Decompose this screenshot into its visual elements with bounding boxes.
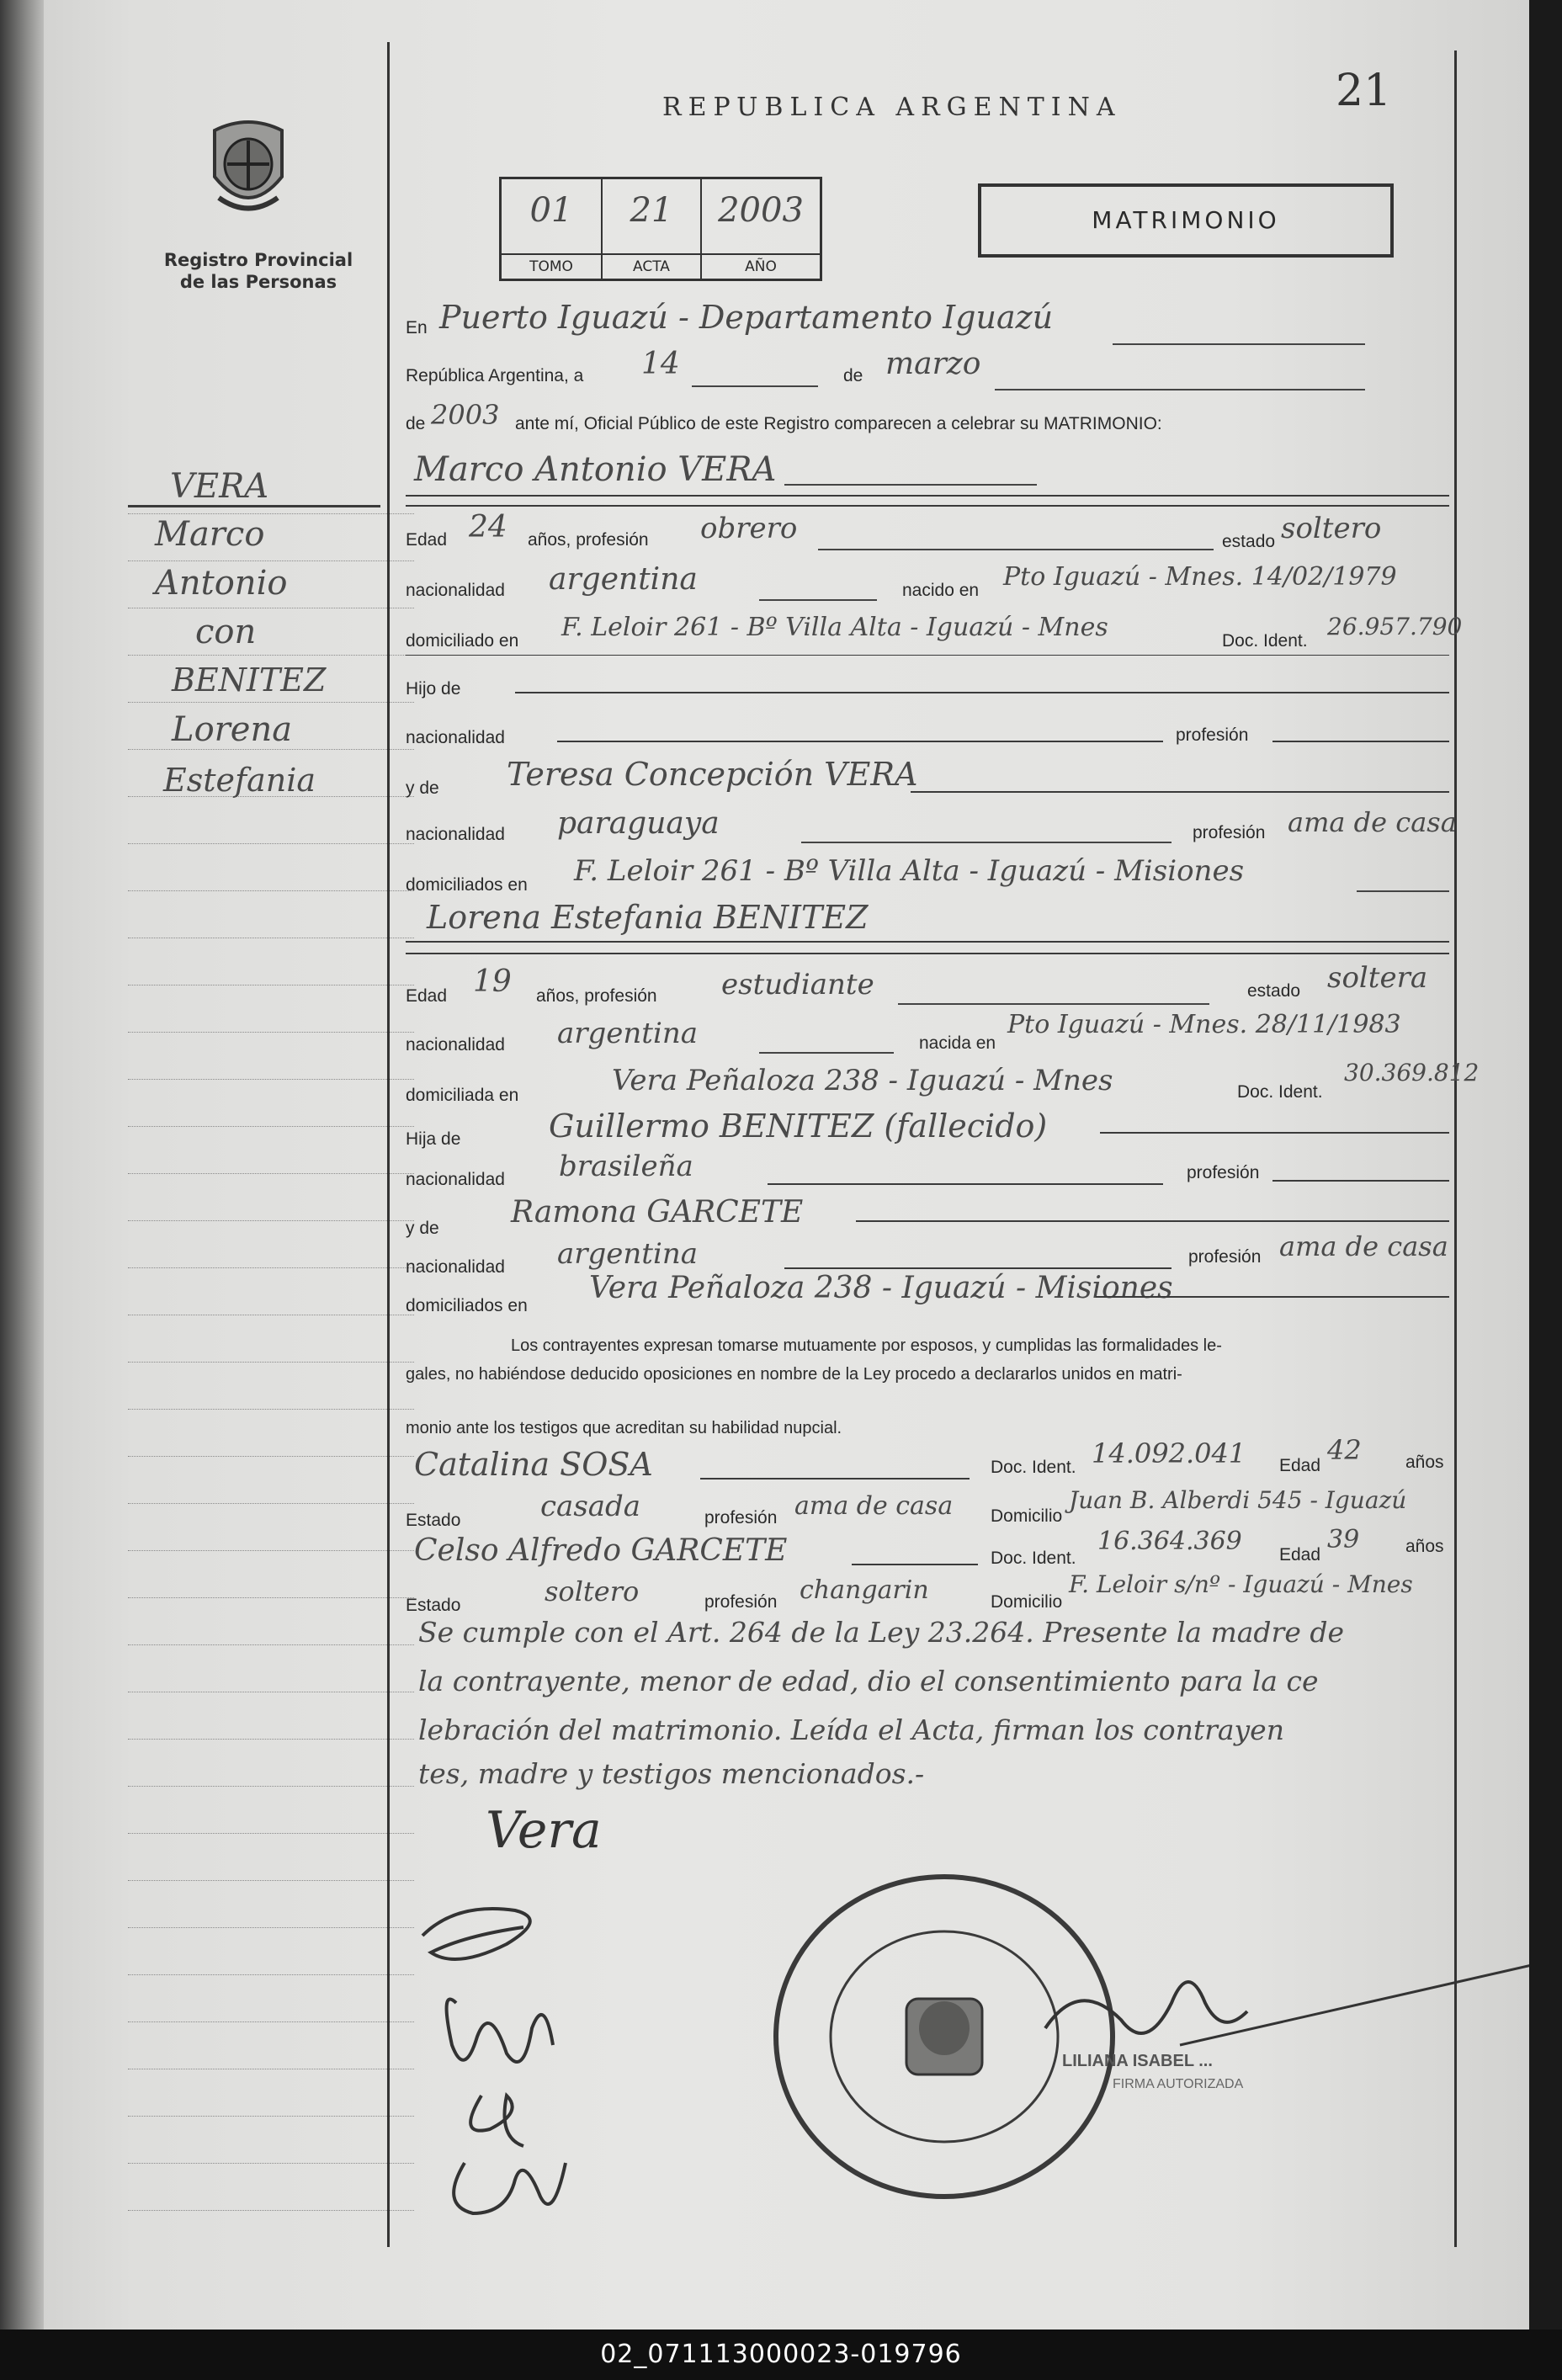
margin-ruled-line bbox=[128, 1927, 414, 1928]
notes-line-2: la contrayente, menor de edad, dio el consentimiento para la ce bbox=[418, 1665, 1319, 1697]
provincial-emblem-icon bbox=[202, 114, 295, 223]
witness2-anios-label: años bbox=[1405, 1537, 1444, 1556]
groom-parents-dom: F. Leloir 261 - Bº Villa Alta - Iguazú - Misiones bbox=[574, 854, 1245, 888]
tomo-cell bbox=[502, 179, 603, 279]
bride-parents-dom: Vera Peñaloza 238 - Iguazú - Misiones bbox=[589, 1271, 1173, 1305]
signature-vera: Vera bbox=[486, 1801, 602, 1860]
anio-cell bbox=[702, 179, 820, 279]
witness2-estado-label: Estado bbox=[406, 1596, 461, 1615]
bride-born-label: nacida en bbox=[919, 1033, 996, 1053]
bride-nat-label: nacionalidad bbox=[406, 1035, 505, 1055]
margin-ruled-line bbox=[128, 1644, 414, 1645]
republic-label: República Argentina, a bbox=[406, 366, 584, 385]
bride-age: 19 bbox=[473, 964, 512, 999]
margin-ruled-line bbox=[128, 1974, 414, 1975]
witness2-dom-label: Domicilio bbox=[991, 1592, 1063, 1612]
margin-name-6: Lorena bbox=[172, 710, 293, 749]
witness1-anios-label: años bbox=[1405, 1453, 1444, 1472]
bride-doc-label: Doc. Ident. bbox=[1237, 1082, 1323, 1102]
bride-mother-nat-line bbox=[784, 1267, 1172, 1269]
witness1-estado-label: Estado bbox=[406, 1511, 461, 1530]
bride-father-prof-label: profesión bbox=[1187, 1163, 1260, 1182]
groom-mother-prof-label: profesión bbox=[1193, 823, 1266, 842]
margin-ruled-line bbox=[128, 843, 414, 844]
place-value: Puerto Iguazú - Departamento Iguazú bbox=[439, 299, 1054, 336]
anio-caption: AÑO bbox=[702, 253, 820, 279]
groom-name-line bbox=[784, 484, 1037, 486]
bride-mother-prof: ama de casa bbox=[1279, 1230, 1448, 1262]
page-number: 21 bbox=[1336, 66, 1392, 116]
bride-domicile: Vera Peñaloza 238 - Iguazú - Mnes bbox=[612, 1064, 1113, 1097]
margin-ruled-line bbox=[128, 2210, 414, 2211]
groom-estado-label: estado bbox=[1222, 532, 1276, 551]
groom-name-rule-2 bbox=[406, 505, 1449, 507]
bride-father-nat: brasileña bbox=[559, 1150, 693, 1183]
groom-mother-nat-label: nacionalidad bbox=[406, 825, 505, 844]
bride-mother-nat-label: nacionalidad bbox=[406, 1257, 505, 1277]
margin-ruled-line bbox=[128, 1739, 414, 1740]
groom-mother-nat: paraguaya bbox=[557, 806, 720, 841]
margin-ruled-line bbox=[128, 1550, 414, 1551]
book-spine bbox=[0, 0, 44, 2330]
bride-prof-label: años, profesión bbox=[536, 986, 657, 1006]
margin-underline bbox=[128, 505, 380, 507]
right-vertical-rule bbox=[1454, 50, 1457, 2247]
groom-edad-label: Edad bbox=[406, 530, 448, 550]
groom-mother-prof: ama de casa bbox=[1288, 806, 1457, 838]
bride-parents-dom-line bbox=[1096, 1296, 1449, 1298]
groom-profession: obrero bbox=[700, 512, 798, 545]
witness1-doc-label: Doc. Ident. bbox=[991, 1458, 1076, 1477]
tomo-value: 01 bbox=[529, 191, 573, 230]
groom-father-label: Hijo de bbox=[406, 679, 461, 699]
footer-code: 02_071113000023-019796 bbox=[600, 2340, 962, 2369]
bride-father: Guillermo BENITEZ (fallecido) bbox=[549, 1108, 1048, 1145]
witness2-doc: 16.364.369 bbox=[1097, 1527, 1242, 1556]
witness2-prof-label: profesión bbox=[704, 1592, 778, 1612]
place-line bbox=[1113, 343, 1365, 345]
witness1-age: 42 bbox=[1327, 1434, 1362, 1466]
margin-name-1: VERA bbox=[170, 467, 269, 506]
witness2-edad-label: Edad bbox=[1279, 1545, 1321, 1565]
bride-doc: 30.369.812 bbox=[1344, 1059, 1480, 1086]
margin-ruled-line bbox=[128, 1032, 414, 1033]
bride-father-prof-line bbox=[1272, 1180, 1449, 1182]
margin-ruled-line bbox=[128, 2116, 414, 2117]
declaration-line-2: gales, no habiéndose deducido oposiciones en nombre de la Ley procedo a declararlos unidos en matri- bbox=[406, 1365, 1182, 1384]
witness2-age: 39 bbox=[1327, 1525, 1360, 1554]
bride-name-rule-2 bbox=[406, 953, 1449, 954]
groom-mother-nat-line bbox=[801, 842, 1172, 843]
groom-estado: soltero bbox=[1281, 512, 1382, 545]
month-value: marzo bbox=[885, 347, 981, 381]
margin-ruled-line bbox=[128, 702, 414, 703]
margin-ruled-line bbox=[128, 1786, 414, 1787]
witness2-name-line bbox=[852, 1564, 978, 1565]
witness2-doc-label: Doc. Ident. bbox=[991, 1549, 1076, 1568]
margin-ruled-line bbox=[128, 1362, 414, 1363]
margin-ruled-line bbox=[128, 655, 414, 656]
margin-ruled-line bbox=[128, 513, 414, 514]
left-vertical-rule bbox=[387, 42, 390, 2247]
tomo-acta-anio-box bbox=[499, 177, 822, 281]
de-label: de bbox=[843, 366, 863, 385]
groom-father-nat-line bbox=[557, 741, 1163, 742]
witness1-name-line bbox=[700, 1478, 970, 1480]
declaration-line-1: Los contrayentes expresan tomarse mutuamente por esposos, y cumplidas las formalidades le- bbox=[511, 1336, 1222, 1355]
margin-name-5: BENITEZ bbox=[172, 661, 327, 699]
witness2-domicile: F. Leloir s/nº - Iguazú - Mnes bbox=[1069, 1570, 1413, 1598]
groom-prof-line bbox=[818, 549, 1214, 550]
groom-father-nat-label: nacionalidad bbox=[406, 728, 505, 747]
witness1-domicile: Juan B. Alberdi 545 - Iguazú bbox=[1069, 1486, 1407, 1514]
groom-age: 24 bbox=[469, 510, 507, 545]
margin-ruled-line bbox=[128, 1267, 414, 1268]
bride-father-line bbox=[1100, 1132, 1449, 1134]
tomo-caption: TOMO bbox=[502, 253, 601, 279]
groom-mother-label: y de bbox=[406, 778, 439, 798]
margin-ruled-line bbox=[128, 560, 414, 561]
year-prefix: de bbox=[406, 414, 426, 433]
margin-ruled-line bbox=[128, 1597, 414, 1598]
margin-name-3: Antonio bbox=[155, 564, 288, 603]
witness1-prof-label: profesión bbox=[704, 1508, 778, 1527]
official-stamp-title: FIRMA AUTORIZADA bbox=[1113, 2077, 1244, 2091]
anio-value: 2003 bbox=[718, 191, 804, 230]
margin-ruled-line bbox=[128, 1833, 414, 1834]
bride-name-rule bbox=[406, 941, 1449, 943]
registry-name bbox=[162, 249, 355, 293]
margin-name-7: Estefania bbox=[163, 762, 316, 799]
margin-ruled-line bbox=[128, 1126, 414, 1127]
month-line bbox=[995, 389, 1365, 390]
groom-name: Marco Antonio VERA bbox=[414, 450, 777, 489]
notes-line-3: lebración del matrimonio. Leída el Acta, firman los contrayen bbox=[418, 1713, 1284, 1746]
margin-ruled-line bbox=[128, 2021, 414, 2022]
bride-father-nat-line bbox=[768, 1183, 1163, 1185]
document-type: MATRIMONIO bbox=[1092, 206, 1280, 234]
acta-value: 21 bbox=[630, 191, 673, 230]
groom-parents-dom-line bbox=[1357, 890, 1449, 892]
year-value: 2003 bbox=[431, 399, 500, 431]
groom-nat-label: nacionalidad bbox=[406, 581, 505, 600]
groom-prof-label: años, profesión bbox=[528, 530, 649, 550]
margin-name-2: Marco bbox=[155, 515, 265, 554]
en-label: En bbox=[406, 318, 428, 337]
groom-dom-label: domiciliado en bbox=[406, 631, 519, 651]
witness1-profession: ama de casa bbox=[794, 1491, 954, 1521]
country-title: REPUBLICA ARGENTINA bbox=[662, 93, 1122, 122]
witness1-dom-label: Domicilio bbox=[991, 1506, 1063, 1526]
witness2-estado: soltero bbox=[545, 1575, 640, 1607]
acta-caption: ACTA bbox=[603, 253, 700, 279]
groom-mother-line bbox=[911, 791, 1449, 793]
bride-profession: estudiante bbox=[721, 968, 874, 1001]
witness1-doc: 14.092.041 bbox=[1092, 1437, 1246, 1469]
groom-doc: 26.957.790 bbox=[1327, 613, 1463, 640]
margin-ruled-line bbox=[128, 1173, 414, 1174]
bride-parents-dom-label: domiciliados en bbox=[406, 1296, 528, 1315]
margin-ruled-line bbox=[128, 1079, 414, 1080]
notes-line-1: Se cumple con el Art. 264 de la Ley 23.264. Presente la madre de bbox=[418, 1616, 1344, 1649]
witness2-profession: changarin bbox=[800, 1575, 929, 1605]
groom-parents-dom-label: domiciliados en bbox=[406, 875, 528, 895]
bride-prof-line bbox=[898, 1003, 1209, 1005]
margin-name-4: con bbox=[195, 613, 257, 651]
margin-ruled-line bbox=[128, 1456, 414, 1457]
day-value: 14 bbox=[641, 347, 680, 381]
witness2-name: Celso Alfredo GARCETE bbox=[414, 1533, 788, 1568]
margin-ruled-line bbox=[128, 2163, 414, 2164]
witness1-estado: casada bbox=[540, 1490, 641, 1523]
document-type-box bbox=[978, 183, 1394, 258]
groom-born: Pto Iguazú - Mnes. 14/02/1979 bbox=[1003, 562, 1397, 592]
groom-father-prof-label: profesión bbox=[1176, 725, 1249, 745]
signature-benitez-image bbox=[406, 1885, 624, 2239]
bride-father-nat-label: nacionalidad bbox=[406, 1170, 505, 1189]
margin-ruled-line bbox=[128, 1503, 414, 1504]
groom-dom-rule bbox=[406, 655, 1449, 656]
bride-estado: soltera bbox=[1327, 961, 1428, 995]
bride-born: Pto Iguazú - Mnes. 28/11/1983 bbox=[1007, 1010, 1401, 1039]
groom-nat-line bbox=[759, 599, 877, 601]
bride-edad-label: Edad bbox=[406, 986, 448, 1006]
bride-nationality: argentina bbox=[557, 1017, 699, 1050]
notes-line-4: tes, madre y testigos mencionados.- bbox=[418, 1757, 925, 1790]
groom-mother: Teresa Concepción VERA bbox=[507, 756, 918, 793]
intro-text: ante mí, Oficial Público de este Registro comparecen a celebrar su MATRIMONIO: bbox=[515, 414, 1162, 433]
margin-ruled-line bbox=[128, 890, 414, 891]
margin-ruled-line bbox=[128, 1220, 414, 1221]
witness1-edad-label: Edad bbox=[1279, 1456, 1321, 1475]
witness1-name: Catalina SOSA bbox=[414, 1446, 653, 1483]
groom-father-line bbox=[515, 692, 1449, 693]
certificate-page bbox=[44, 0, 1529, 2330]
bride-father-label: Hija de bbox=[406, 1129, 461, 1149]
margin-ruled-line bbox=[128, 749, 414, 750]
margin-ruled-line bbox=[128, 1880, 414, 1881]
margin-ruled-line bbox=[128, 1409, 414, 1410]
groom-doc-label: Doc. Ident. bbox=[1222, 631, 1308, 651]
bride-mother-nat: argentina bbox=[557, 1237, 699, 1271]
registry-line-1: Registro Provincial bbox=[163, 250, 353, 270]
declaration-line-3: monio ante los testigos que acreditan su habilidad nupcial. bbox=[406, 1419, 842, 1437]
day-line bbox=[692, 385, 818, 387]
acta-cell bbox=[603, 179, 702, 279]
groom-born-label: nacido en bbox=[902, 581, 980, 600]
bride-dom-label: domiciliada en bbox=[406, 1086, 519, 1105]
groom-father-prof-line bbox=[1272, 741, 1449, 742]
bride-mother-line bbox=[856, 1220, 1449, 1222]
groom-domicile: F. Leloir 261 - Bº Villa Alta - Iguazú - Mnes bbox=[561, 613, 1108, 642]
bride-mother-label: y de bbox=[406, 1219, 439, 1238]
groom-nationality: argentina bbox=[549, 562, 698, 597]
bride-mother-prof-label: profesión bbox=[1188, 1247, 1262, 1267]
bride-nat-line bbox=[759, 1052, 894, 1054]
bride-name: Lorena Estefania BENITEZ bbox=[427, 899, 869, 936]
bride-estado-label: estado bbox=[1247, 981, 1301, 1001]
registry-line-2: de las Personas bbox=[179, 272, 337, 292]
bride-mother: Ramona GARCETE bbox=[511, 1195, 804, 1230]
official-stamp-name: LILIANA ISABEL ... bbox=[1062, 2052, 1213, 2070]
groom-name-rule bbox=[406, 495, 1449, 497]
